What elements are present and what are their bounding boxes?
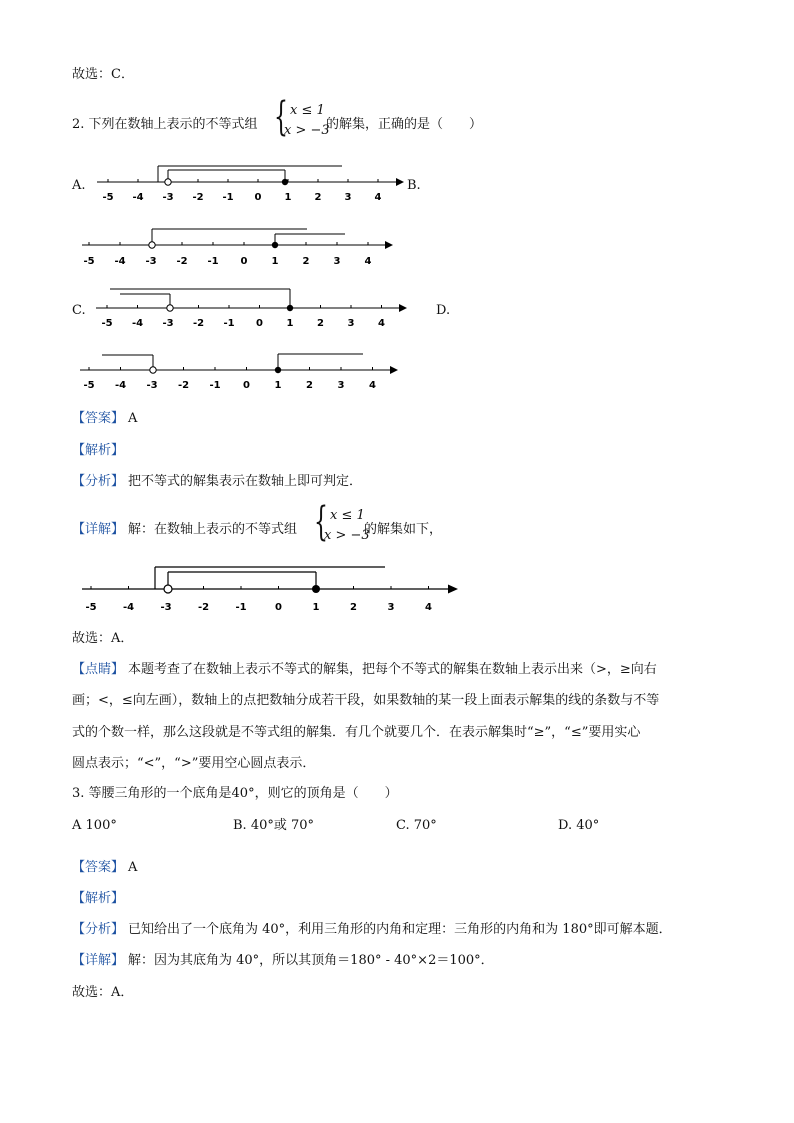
tick-label: 4 (378, 318, 385, 329)
answer-line-1: 故选：C． (72, 67, 134, 82)
brace-icon: { (314, 499, 328, 545)
tick-label: -2 (192, 318, 205, 329)
tick-label: -3 (145, 256, 157, 267)
tick-label: -5 (83, 256, 95, 267)
dianjing-line-1: 本题考查了在数轴上表示不等式的解集，把每个不等式的解集在数轴上表示出来（>，≥向右 (128, 662, 657, 677)
tick-label: 1 (286, 318, 294, 329)
dianjing-line-4: 圆点表示；“<”，“>”要用空心圆点表示． (72, 756, 316, 771)
xiangjie-suffix: 的解集如下， (364, 522, 443, 537)
tick-label: -3 (162, 192, 174, 203)
question-3: 3. 等腰三角形的一个底角是40°，则它的顶角是（ ） (72, 786, 398, 801)
tick-label: 2 (350, 602, 357, 613)
tick-label: -3 (146, 380, 158, 391)
q3-option-a: A 100° (72, 818, 117, 833)
tick-label: 4 (369, 380, 376, 391)
tick-label: 3 (337, 380, 345, 391)
tick-label: -2 (176, 256, 188, 267)
fenxi-tag-2: 【分析】 (72, 922, 125, 937)
analysis-tag: 【解析】 (72, 443, 125, 458)
brace-icon: { (274, 94, 288, 140)
option-d-label: D. (436, 303, 451, 318)
filled-dot (312, 585, 320, 593)
tick-label: 1 (274, 380, 282, 391)
tick-label: -3 (162, 318, 174, 329)
tick-label: 2 (317, 318, 324, 329)
answer-value: A (128, 411, 138, 426)
q3-option-b: B. 40°或 70° (233, 818, 315, 833)
tick-label: -5 (102, 192, 114, 203)
tick-label: -2 (197, 602, 210, 613)
tick-label: 2 (306, 380, 313, 391)
tick-label: -3 (160, 602, 172, 613)
tick-label: 2 (314, 192, 322, 203)
option-a-label: A. (72, 178, 86, 193)
dianjing-tag: 【点睛】 (72, 662, 125, 677)
tick-label: 0 (243, 380, 250, 391)
tick-label: -4 (114, 256, 126, 267)
tick-label: -4 (132, 192, 144, 203)
tick-label: 1 (271, 256, 279, 267)
tick-label: 3 (333, 256, 341, 267)
xiangjie-tag-2: 【详解】 (72, 953, 125, 968)
tick-label: -2 (192, 192, 204, 203)
tick-label: 2 (302, 256, 310, 267)
inequality-row-2: x > −3 (284, 123, 330, 138)
tick-label: 4 (374, 192, 382, 203)
tick-label: 0 (240, 256, 248, 267)
xiangjie-prefix: 解：在数轴上表示的不等式组 (128, 522, 298, 537)
tick-label: -1 (223, 318, 235, 329)
question-2-prefix: 2. 下列在数轴上表示的不等式组 (72, 117, 258, 132)
answer-value-2: A (128, 860, 138, 875)
inequality-row-1: x ≤ 1 (290, 103, 325, 118)
answer-line-a: 故选：A． (72, 631, 134, 646)
fenxi-text-2: 已知给出了一个底角为 40°，利用三角形的内角和定理：三角形的内角和为 180°即可解本题． (128, 922, 672, 937)
fenxi-text: 把不等式的解集表示在数轴上即可判定． (128, 474, 363, 489)
inequality-row-1: x ≤ 1 (330, 508, 365, 523)
tick-label: -4 (122, 602, 135, 613)
xiangjie-text-2: 解：因为其底角为 40°，所以其顶角＝180° - 40°×2＝100°． (128, 953, 494, 968)
tick-label: 1 (284, 192, 292, 203)
tick-label: 3 (347, 318, 355, 329)
q3-option-d: D. 40° (558, 818, 600, 833)
dianjing-line-2: 画；<，≤向左画），数轴上的点把数轴分成若干段，如果数轴的某一段上面表示解集的线的条数与不等 (72, 693, 660, 708)
tick-label: -1 (207, 256, 219, 267)
tick-label: -1 (209, 380, 221, 391)
tick-label: 4 (425, 602, 432, 613)
option-b-label: B. (407, 178, 421, 193)
option-c-label: C. (72, 303, 86, 318)
tick-label: 0 (254, 192, 262, 203)
fenxi-tag: 【分析】 (72, 474, 125, 489)
tick-label: 0 (256, 318, 263, 329)
inequality-row-2: x > −3 (324, 528, 370, 543)
analysis-tag-2: 【解析】 (72, 891, 125, 906)
tick-label: 4 (364, 256, 372, 267)
tick-label: -1 (222, 192, 234, 203)
answer-tag-2: 【答案】 (72, 860, 125, 875)
tick-label: 0 (275, 602, 282, 613)
tick-label: 1 (312, 602, 320, 613)
tick-label: 3 (344, 192, 352, 203)
tick-label: -4 (131, 318, 144, 329)
question-2-suffix: 的解集，正确的是（ ） (326, 117, 483, 132)
tick-label: -4 (114, 380, 127, 391)
xiangjie-tag: 【详解】 (72, 522, 125, 537)
tick-label: -5 (101, 318, 113, 329)
answer-tag: 【答案】 (72, 411, 125, 426)
tick-label: 3 (387, 602, 395, 613)
tick-label: -5 (85, 602, 97, 613)
q3-option-c: C. 70° (396, 818, 437, 833)
dianjing-line-3: 式的个数一样，那么这段就是不等式组的解集．有几个就要几个．在表示解集时“≥”，“≤”要用实心 (72, 725, 641, 740)
tick-label: -2 (177, 380, 190, 391)
open-dot (164, 585, 172, 593)
answer-line-final: 故选：A． (72, 985, 134, 1000)
tick-label: -1 (235, 602, 247, 613)
tick-label: -5 (83, 380, 95, 391)
